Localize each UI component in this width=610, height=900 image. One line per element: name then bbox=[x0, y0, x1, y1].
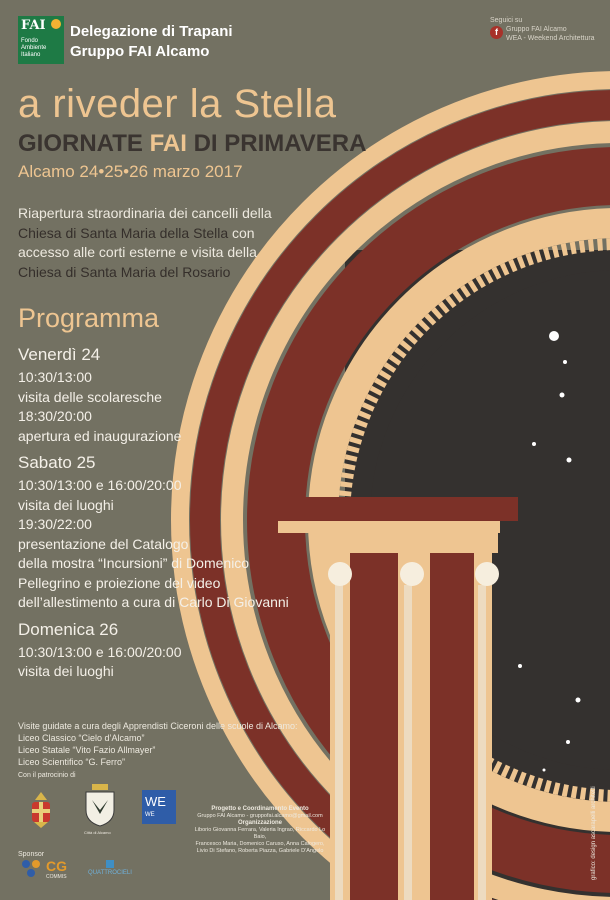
diocese-crest-icon bbox=[24, 790, 58, 830]
credits-line-1: Gruppo FAI Alcamo - gruppofai.alcamo@gmail.com bbox=[197, 813, 323, 819]
quattrocieli-text: QUATTROCIELI bbox=[88, 870, 132, 876]
social-label: Seguici su bbox=[490, 17, 523, 24]
intro-line-2b: con bbox=[228, 224, 255, 241]
credits-line-4: Livio Di Stefano, Roberta Piazza, Gabriele D’Angelo bbox=[196, 848, 324, 854]
social-item-wea[interactable]: WEA - Weekend Architettura bbox=[506, 35, 595, 42]
guided-tours bbox=[18, 720, 298, 768]
program-line: Pellegrino e proiezione del video bbox=[18, 574, 221, 591]
program-line: 19:30/22:00 bbox=[18, 516, 92, 532]
event-title: a riveder la Stella bbox=[18, 82, 337, 126]
program-line: 10:30/13:00 bbox=[18, 369, 92, 385]
delegation-title: Delegazione di Trapani bbox=[70, 23, 233, 40]
program-day bbox=[18, 620, 338, 682]
program-line: della mostra “Incursioni” di Domenico bbox=[18, 555, 250, 571]
program-line: 18:30/20:00 bbox=[18, 408, 92, 424]
program-line: 10:30/13:00 e 16:00/20:00 bbox=[18, 643, 182, 660]
patronage-label: Con il patrocinio di bbox=[18, 772, 76, 779]
program-line: dell’allestimento a cura di Carlo Di Giovanni bbox=[18, 594, 289, 610]
sponsor-label: Sponsor bbox=[18, 851, 45, 858]
intro-church-1: Chiesa di Santa Maria della Stella bbox=[18, 224, 229, 241]
program-line: presentazione del Catalogo bbox=[18, 535, 189, 552]
day-title: Domenica 26 bbox=[18, 619, 119, 639]
program-line: visita dei luoghi bbox=[18, 663, 114, 679]
fai-logo bbox=[18, 16, 64, 64]
wea-logo-text: WE bbox=[145, 794, 166, 809]
guides-line-4: Liceo Scientifico “G. Ferro” bbox=[18, 757, 126, 767]
design-credit: grafico: design ascarapelli architetti bbox=[591, 786, 597, 880]
credits-line-2: Liborio Giovanna Ferrara, Valeria Ingrao, Riccardo Lo Baio, bbox=[194, 827, 326, 840]
social-item-fai[interactable]: Gruppo FAI Alcamo bbox=[506, 26, 567, 33]
fai-logo-sub-2: Ambiente bbox=[21, 45, 47, 51]
quattrocieli-icon bbox=[106, 860, 114, 868]
fai-logo-sub-1: Fondo bbox=[21, 38, 39, 44]
facebook-icon[interactable]: f bbox=[490, 26, 503, 39]
intro-line-1: Riapertura straordinaria dei cancelli della bbox=[18, 205, 272, 221]
delegation-block bbox=[70, 22, 233, 62]
day-title: Venerdì 24 bbox=[18, 345, 101, 364]
credits-heading-1: Progetto e Coordinamento Evento bbox=[211, 806, 309, 812]
alcamo-caption: Città di Alcamo bbox=[84, 830, 111, 835]
flower-icon bbox=[51, 19, 61, 29]
subtitle-pre: GIORNATE bbox=[18, 130, 150, 157]
program-day bbox=[18, 345, 338, 446]
credits-line-3: Francesco Maria, Domenico Caruso, Anna Calogero, bbox=[195, 841, 325, 847]
sponsor-dots-icon bbox=[22, 860, 44, 880]
subtitle-post: DI PRIMAVERA bbox=[186, 130, 367, 157]
program-list bbox=[18, 345, 338, 682]
program-line: visita delle scolaresche bbox=[18, 388, 162, 405]
credits-block bbox=[190, 806, 330, 855]
intro-church-2: Chiesa di Santa Maria del Rosario bbox=[18, 263, 231, 280]
fai-logo-sub-3: Italiano bbox=[21, 52, 41, 58]
fai-logo-text: FAI bbox=[21, 18, 46, 33]
event-subtitle bbox=[18, 130, 366, 158]
day-title: Sabato 25 bbox=[18, 453, 96, 472]
event-dates: Alcamo 24•25•26 marzo 2017 bbox=[18, 162, 243, 181]
program-day bbox=[18, 453, 338, 613]
wea-logo-sub: WE bbox=[145, 812, 155, 818]
social-block bbox=[490, 16, 595, 43]
guides-line-1: Visite guidate a cura degli Apprendisti Ciceroni delle scuole di Alcamo: bbox=[18, 721, 298, 731]
guides-line-3: Liceo Statale “Vito Fazio Allmayer” bbox=[18, 745, 156, 755]
intro-line-3: accesso alle corti esterne e visita della bbox=[18, 244, 257, 260]
sponsor-cg bbox=[46, 858, 67, 880]
group-title: Gruppo FAI Alcamo bbox=[70, 43, 210, 60]
program-heading: Programma bbox=[18, 303, 160, 333]
program-line: 10:30/13:00 e 16:00/20:00 bbox=[18, 477, 182, 493]
subtitle-fai: FAI bbox=[149, 130, 187, 157]
sponsor-cg-text: CG bbox=[46, 858, 67, 874]
guides-line-2: Liceo Classico “Cielo d’Alcamo” bbox=[18, 733, 145, 743]
intro-text bbox=[18, 204, 318, 282]
alcamo-crest-icon bbox=[82, 784, 118, 828]
program-line: apertura ed inaugurazione bbox=[18, 427, 182, 444]
wea-logo bbox=[142, 790, 176, 824]
sponsor-cg-sub: COMMIS bbox=[46, 874, 67, 880]
sponsor-quattrocieli bbox=[80, 860, 140, 876]
program-line: visita dei luoghi bbox=[18, 496, 114, 513]
credits-heading-2: Organizzazione bbox=[237, 820, 282, 826]
